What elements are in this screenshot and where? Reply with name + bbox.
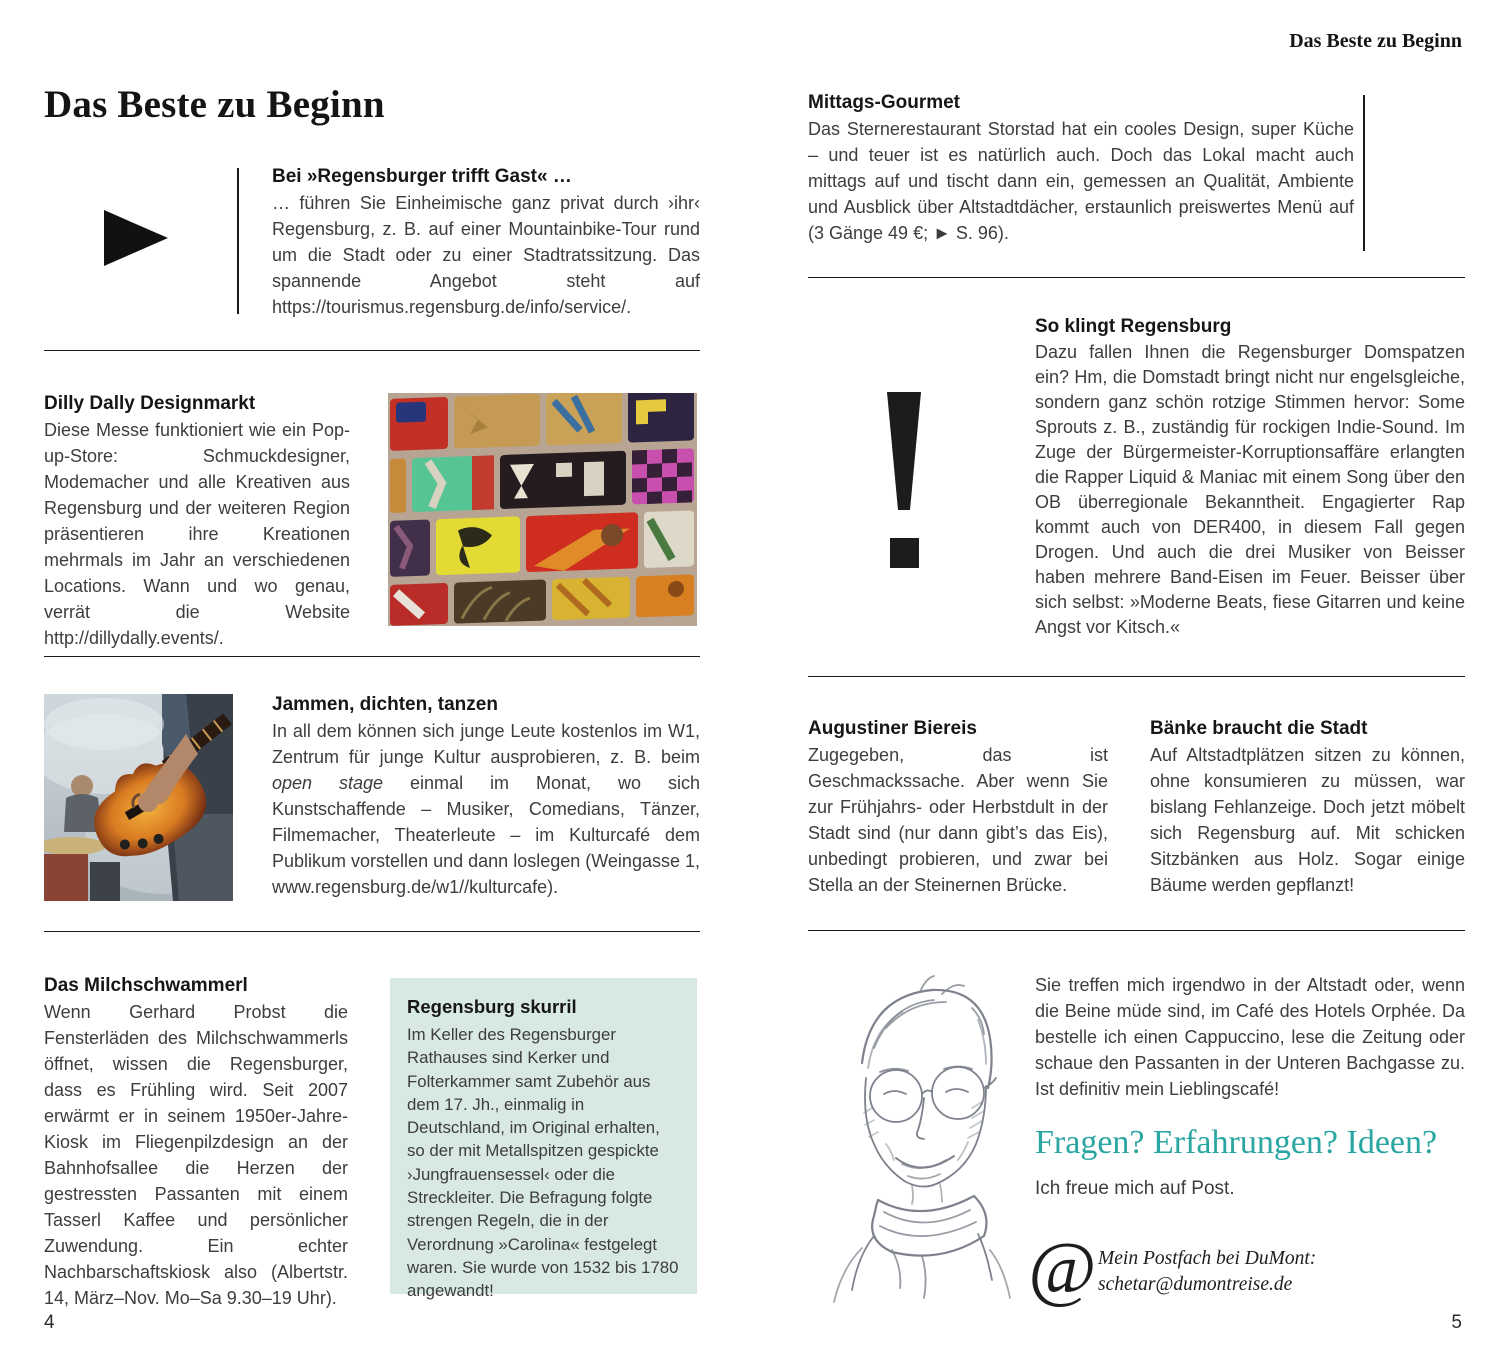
cta-heading: Fragen? Erfahrungen? Ideen? [1035,1124,1438,1161]
margin-bar [1363,95,1365,251]
exclamation-mark-icon [886,392,924,573]
author-portrait-sketch [822,968,1022,1303]
section-rule [44,931,700,932]
cta-subline: Ich freue mich auf Post. [1035,1178,1235,1199]
soklingt-heading: So klingt Regensburg [1035,316,1232,337]
baenke-body: Auf Altstadtplätzen sitzen zu können, ohne konsumieren zu müssen, war bislang Fehlanzeige. Doch jetzt möbelt sich Regensburg auf. Mit schicken Sitzbänken aus Holz. Sogar einige Bäume werden gepflanzt! [1150,745,1465,895]
section-rule [808,676,1465,677]
augustiner-heading: Augustiner Biereis [808,718,977,739]
milch-body: Wenn Gerhard Probst die Fensterläden des Milchschwammerls öffnet, wissen die Regensburger, dass es Frühling wird. Seit 2007 erwärmt er in seinem 1950er-Jahre-Kiosk im Fliegenpilzdesign an der Bahnhofsallee die Herzen der gestressten Passanten mit einem Tasserl Kaffee und persönlicher Zuwendung. Ein echter Nachbarschaftskiosk also (Albertstr. 14, März–Nov. Mo–Sa 9.30–19 Uhr). [44,1002,348,1308]
mittags-heading: Mittags-Gourmet [808,92,960,113]
jammen-body [272,718,700,900]
play-triangle-icon [104,210,168,266]
dilly-heading: Dilly Dally Designmarkt [44,393,256,414]
mittags-body: Das Sternerestaurant Storstad hat ein cooles Design, super Küche – und teuer ist es natürlich auch. Doch das Lokal macht auch mittags auf und tischt dann ein, gemessen an Qualität, Ambiente und Ausblick über Altstadtdächer, erstaunlich preiswertes Menü auf (3 Gänge 49 €; ► S. 96). [808,119,1354,243]
skurril-body: Im Keller des Regensburger Rathauses sind Kerker und Folterkammer samt Zubehör aus dem 17. Jh., einmalig in Deutschland, im Original erhalten, so der mit Metallspitzen gespickte ›Jungfrauensessel‹ oder die Streckleiter. Die Befragung folgte strengen Regeln, die in der Verordnung »Carolina« festgelegt waren. Sie wurde von 1532 bis 1780 angewandt! [407,1025,679,1301]
section-rule [44,350,700,351]
page-number-left: 4 [44,1312,55,1333]
soklingt-body: Dazu fallen Ihnen die Regensburger Domspatzen ein? Hm, die Domstadt bringt nicht nur engelsgleiche, sondern ganz schön rotzige Stimmen hervor: Some Sprouts z. B., zuständig für rockigen Indie-Sound. Im Zuge der Bürgermeister-Korruptionsaffäre erlangten die Rapper Liquid & Maniac mit einem Song über den OB überregionale Bekanntheit. Engagierter Rap kommt auch von DER400, in diesem Fall gegen Drogen. Und auch die drei Musiker von Beisser haben mehrere Band-Eisen im Feuer. Beisser über sich selbst: »Moderne Beats, fiese Gitarren und keine Angst vor Kitsch.« [1035,342,1465,637]
milch-heading: Das Milchschwammerl [44,975,248,996]
running-head: Das Beste zu Beginn [1289,30,1462,52]
skateboard-wall-photo [388,393,697,626]
contact-line-1: Mein Postfach bei DuMont: [1098,1248,1317,1269]
jammen-heading: Jammen, dichten, tanzen [272,694,498,715]
page-number-right: 5 [1451,1312,1462,1333]
tip-body: … führen Sie Einheimische ganz privat durch ›ihr‹ Regensburg, z. B. auf einer Mountainbike-Tour rund um die Stadt oder zu einer Stadtratssitzung. Das spannende Angebot steht auf https://tourismus.regensburg.de/info/service/. [272,193,700,317]
skurril-info-box [390,978,697,1301]
contact-line-2: schetar@dumontreise.de [1098,1274,1293,1295]
jammen-body-post: einmal im Monat, wo sich Kunstschaffende – Musiker, Comedians, Tänzer, Filmemacher, Theaterleute – im Kulturcafé dem Publikum vorstellen und dann loslegen (Weingasse 1, www.regensburg.de/w1//kulturcafe). [272,773,701,897]
augustiner-body: Zugegeben, das ist Geschmackssache. Aber wenn Sie zur Frühjahrs- oder Herbstdult in der Stadt sind (nur dann gibt’s das Eis), unbedingt probieren, und zwar bei Stella an der Steinernen Brücke. [808,745,1108,895]
section-rule [44,656,700,657]
section-rule [808,277,1465,278]
tip-heading: Bei »Regensburger trifft Gast« … [272,166,572,187]
skurril-heading: Regensburg skurril [407,996,577,1017]
author-body: Sie treffen mich irgendwo in der Altstadt oder, wenn die Beine müde sind, im Café des Hotels Orphée. Da bestelle ich einen Cappuccino, lese die Zeitung oder schaue den Passanten in der Unteren Bachgasse zu. Ist definitiv mein Lieblingscafé! [1035,975,1465,1099]
baenke-heading: Bänke braucht die Stadt [1150,718,1368,739]
jammen-body-italic: open stage [272,773,384,793]
jammen-body-pre: In all dem können sich junge Leute kostenlos im W1, Zentrum für junge Kultur ausprobieren, z. B. beim [272,721,700,767]
at-sign-icon: @ [1028,1228,1097,1310]
section-rule [808,930,1465,931]
tip-divider-bar [237,168,239,314]
page-title: Das Beste zu Beginn [44,83,385,126]
guitarist-photo [44,694,233,901]
dilly-body: Diese Messe funktioniert wie ein Pop-up-Store: Schmuckdesigner, Modemacher und alle Kreativen aus Regensburg und der weiteren Region präsentieren ihre Kreationen mehrmals im Jahr an verschiedenen Locations. Wann und wo genau, verrät die Website http://dillydally.events/. [44,420,350,648]
